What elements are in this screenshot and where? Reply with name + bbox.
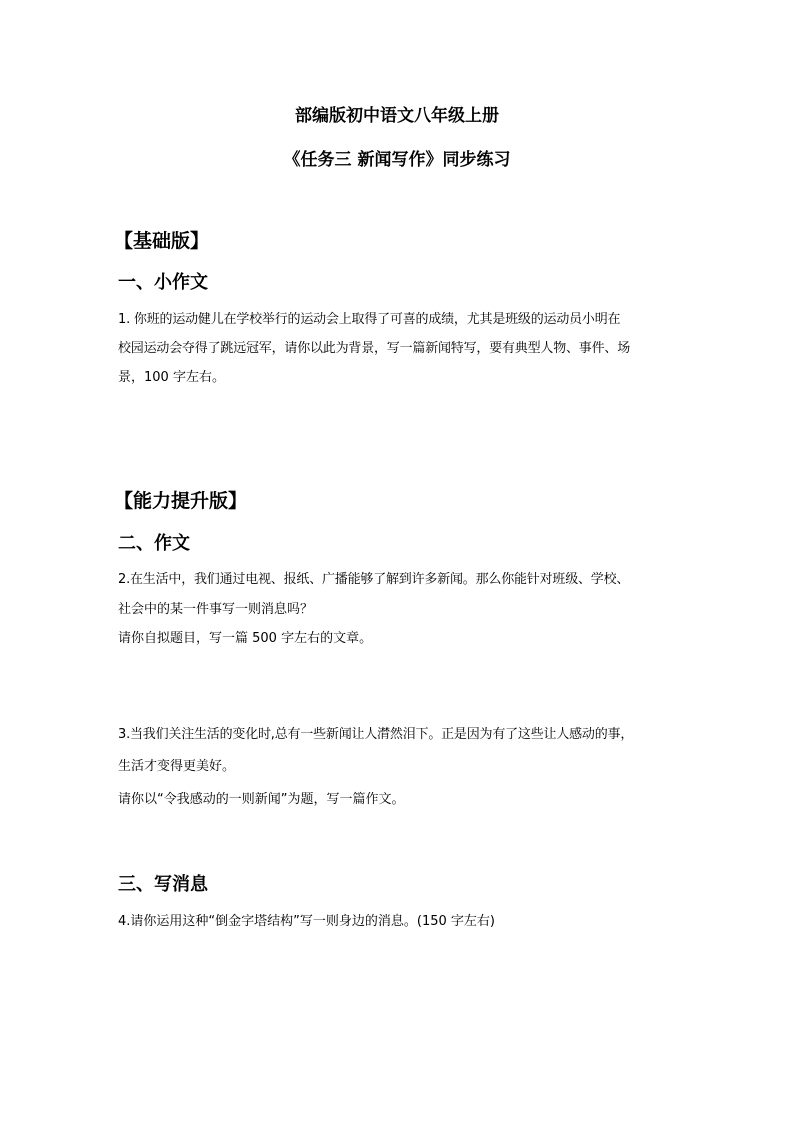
- section-1-title: 一、小作文: [118, 272, 208, 293]
- question-2-line-2: 社会中的某一件事写一则消息吗？: [118, 602, 314, 617]
- question-2-line-3: 请你自拟题目，写一篇 500 字左右的文章。: [118, 631, 373, 646]
- question-1-line-1: 1. 你班的运动健儿在学校举行的运动会上取得了可喜的成绩，尤其是班级的运动员小明在: [118, 312, 621, 327]
- section-3-title: 三、写消息: [118, 874, 208, 895]
- document-title: 部编版初中语文八年级上册: [295, 106, 499, 126]
- question-4-line-1: 4.请你运用这种“倒金字塔结构”写一则身边的消息。(150 字左右): [118, 914, 495, 929]
- question-3-line-2: 生活才变得更美好。: [118, 759, 236, 774]
- question-1-line-3: 景，100 字左右。: [118, 370, 225, 385]
- question-3-line-1: 3.当我们关注生活的变化时,总有一些新闻让人潸然泪下。正是因为有了这些让人感动的事，: [118, 727, 634, 742]
- question-2-line-1: 2.在生活中，我们通过电视、报纸、广播能够了解到许多新闻。那么你能针对班级、学校、: [118, 572, 630, 587]
- advanced-version-heading: 【能力提升版】: [114, 490, 248, 512]
- document-subtitle: 《任务三 新闻写作》同步练习: [283, 150, 511, 170]
- basic-version-heading: 【基础版】: [114, 230, 210, 252]
- question-3-line-3: 请你以“令我感动的一则新闻”为题，写一篇作文。: [118, 792, 405, 807]
- question-1-line-2: 校园运动会夺得了跳远冠军，请你以此为背景，写一篇新闻特写，要有典型人物、事件、场: [118, 341, 631, 356]
- section-2-title: 二、作文: [118, 533, 190, 554]
